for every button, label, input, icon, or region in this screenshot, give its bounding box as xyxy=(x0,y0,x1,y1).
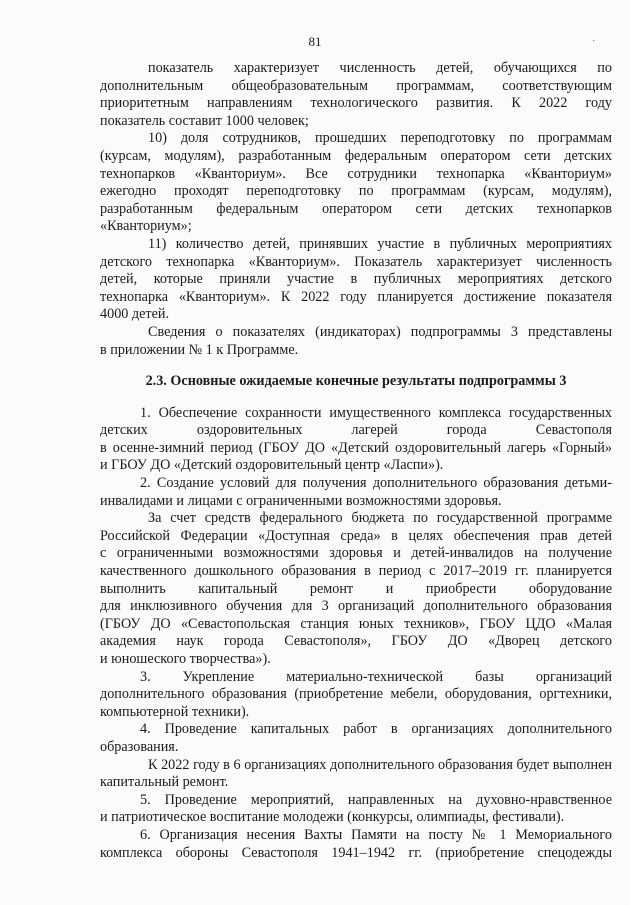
text-line: 2. Создание условий для получения дополнительного образования детьми- xyxy=(140,475,612,492)
text-line: образования. xyxy=(100,738,179,755)
text-line: для инклюзивного обучения для 3 организаций дополнительного образования xyxy=(100,598,612,615)
text-line: в приложении № 1 к Программе. xyxy=(100,341,299,358)
text-line: и патриотическое воспитание молодежи (конкурсы, олимпиады, фестивали). xyxy=(100,809,565,826)
text-line: Сведения о показателях (индикаторах) подпрограммы 3 представлены xyxy=(148,323,612,340)
text-line: детского технопарка «Кванториум». Показатель характеризует численность xyxy=(100,253,612,270)
text-line: технопарков «Кванториум». Все сотрудники технопарка «Кванториум» xyxy=(100,165,612,182)
text-line: инвалидами и лицами с ограниченными возможностями здоровья. xyxy=(100,492,502,509)
text-line: дополнительным общеобразовательным программам, соответствующим xyxy=(100,77,612,94)
text-line: 5. Проведение мероприятий, направленных на духовно-нравственное xyxy=(140,791,612,808)
text-line: 11) количество детей, принявших участие в публичных мероприятиях xyxy=(148,235,612,252)
text-line: и ГБОУ ДО «Детский оздоровительный центр «Ласпи»). xyxy=(100,457,444,474)
text-line: Российской Федерации «Доступная среда» в целях обеспечения прав детей xyxy=(100,527,612,544)
text-line: 3. Укрепление материально-технической базы организаций xyxy=(140,668,612,685)
text-line: дополнительного образования (приобретение мебели, оборудования, оргтехники, xyxy=(100,686,612,703)
text-line: (ГБОУ ДО «Севастопольская станция юных техников», ГБОУ ЦДО «Малая xyxy=(100,615,612,632)
text-line: комплекса обороны Севастополя 1941–1942 гг. (приобретение спецодежды xyxy=(100,844,612,861)
text-line: детских оздоровительных лагерей города Севастополя xyxy=(100,422,612,439)
text-line: качественного дошкольного образования в период с 2017–2019 гг. планируется xyxy=(100,563,612,580)
text-line: показатель характеризует численность детей, обучающихся по xyxy=(148,60,612,76)
text-line: К 2022 году в 6 организациях дополнительного образования будет выполнен xyxy=(148,756,612,773)
text-line: приоритетным направлениям технологического развития. К 2022 году xyxy=(100,95,612,112)
scan-artifact-dot: · xyxy=(592,36,596,47)
text-line: в осенне-зимний период (ГБОУ ДО «Детский оздоровительный лагерь «Горный» xyxy=(100,439,612,456)
indicators-text-block xyxy=(100,60,612,359)
text-line: За счет средств федерального бюджета по государственной программе xyxy=(148,510,612,527)
text-line: (курсам, модулям), разработанным федеральным оператором сети детских xyxy=(100,147,612,164)
text-line: 6. Организация несения Вахты Памяти на посту № 1 Мемориального xyxy=(140,826,612,843)
text-line: разработанным федеральным оператором сети детских технопарков xyxy=(100,200,612,217)
text-line: 4. Проведение капитальных работ в организациях дополнительного xyxy=(140,721,612,738)
text-line: 1. Обеспечение сохранности имущественного комплекса государственных xyxy=(140,404,612,421)
text-line: и юношеского творчества»). xyxy=(100,651,271,667)
document-body xyxy=(100,60,612,862)
text-line: детей, которые приняли участие в публичных мероприятиях детского xyxy=(100,271,612,288)
page-number: 81 xyxy=(308,34,322,49)
text-line: технопарка «Кванториум». К 2022 году планируется достижение показателя xyxy=(100,288,612,305)
text-line: «Кванториум»; xyxy=(100,218,192,235)
text-line: 4000 детей. xyxy=(100,306,170,323)
text-line: капитальный ремонт. xyxy=(100,774,229,791)
text-line: выполнить капитальный ремонт и приобрести оборудование xyxy=(100,580,612,597)
text-line: ежегодно проходят переподготовку по программам (курсам, модулям), xyxy=(100,183,612,200)
text-line: показатель составит 1000 человек; xyxy=(100,112,309,129)
text-line: 10) доля сотрудников, прошедших переподготовку по программам xyxy=(148,130,612,147)
results-text-block xyxy=(100,405,612,862)
text-line: с ограниченными возможностями здоровья и детей-инвалидов на получение xyxy=(100,545,612,562)
section-heading: 2.3. Основные ожидаемые конечные результаты подпрограммы 3 xyxy=(145,373,567,390)
text-line: академия наук города Севастополя», ГБОУ ДО «Дворец детского xyxy=(100,633,612,650)
text-line: компьютерной техники). xyxy=(100,703,250,720)
